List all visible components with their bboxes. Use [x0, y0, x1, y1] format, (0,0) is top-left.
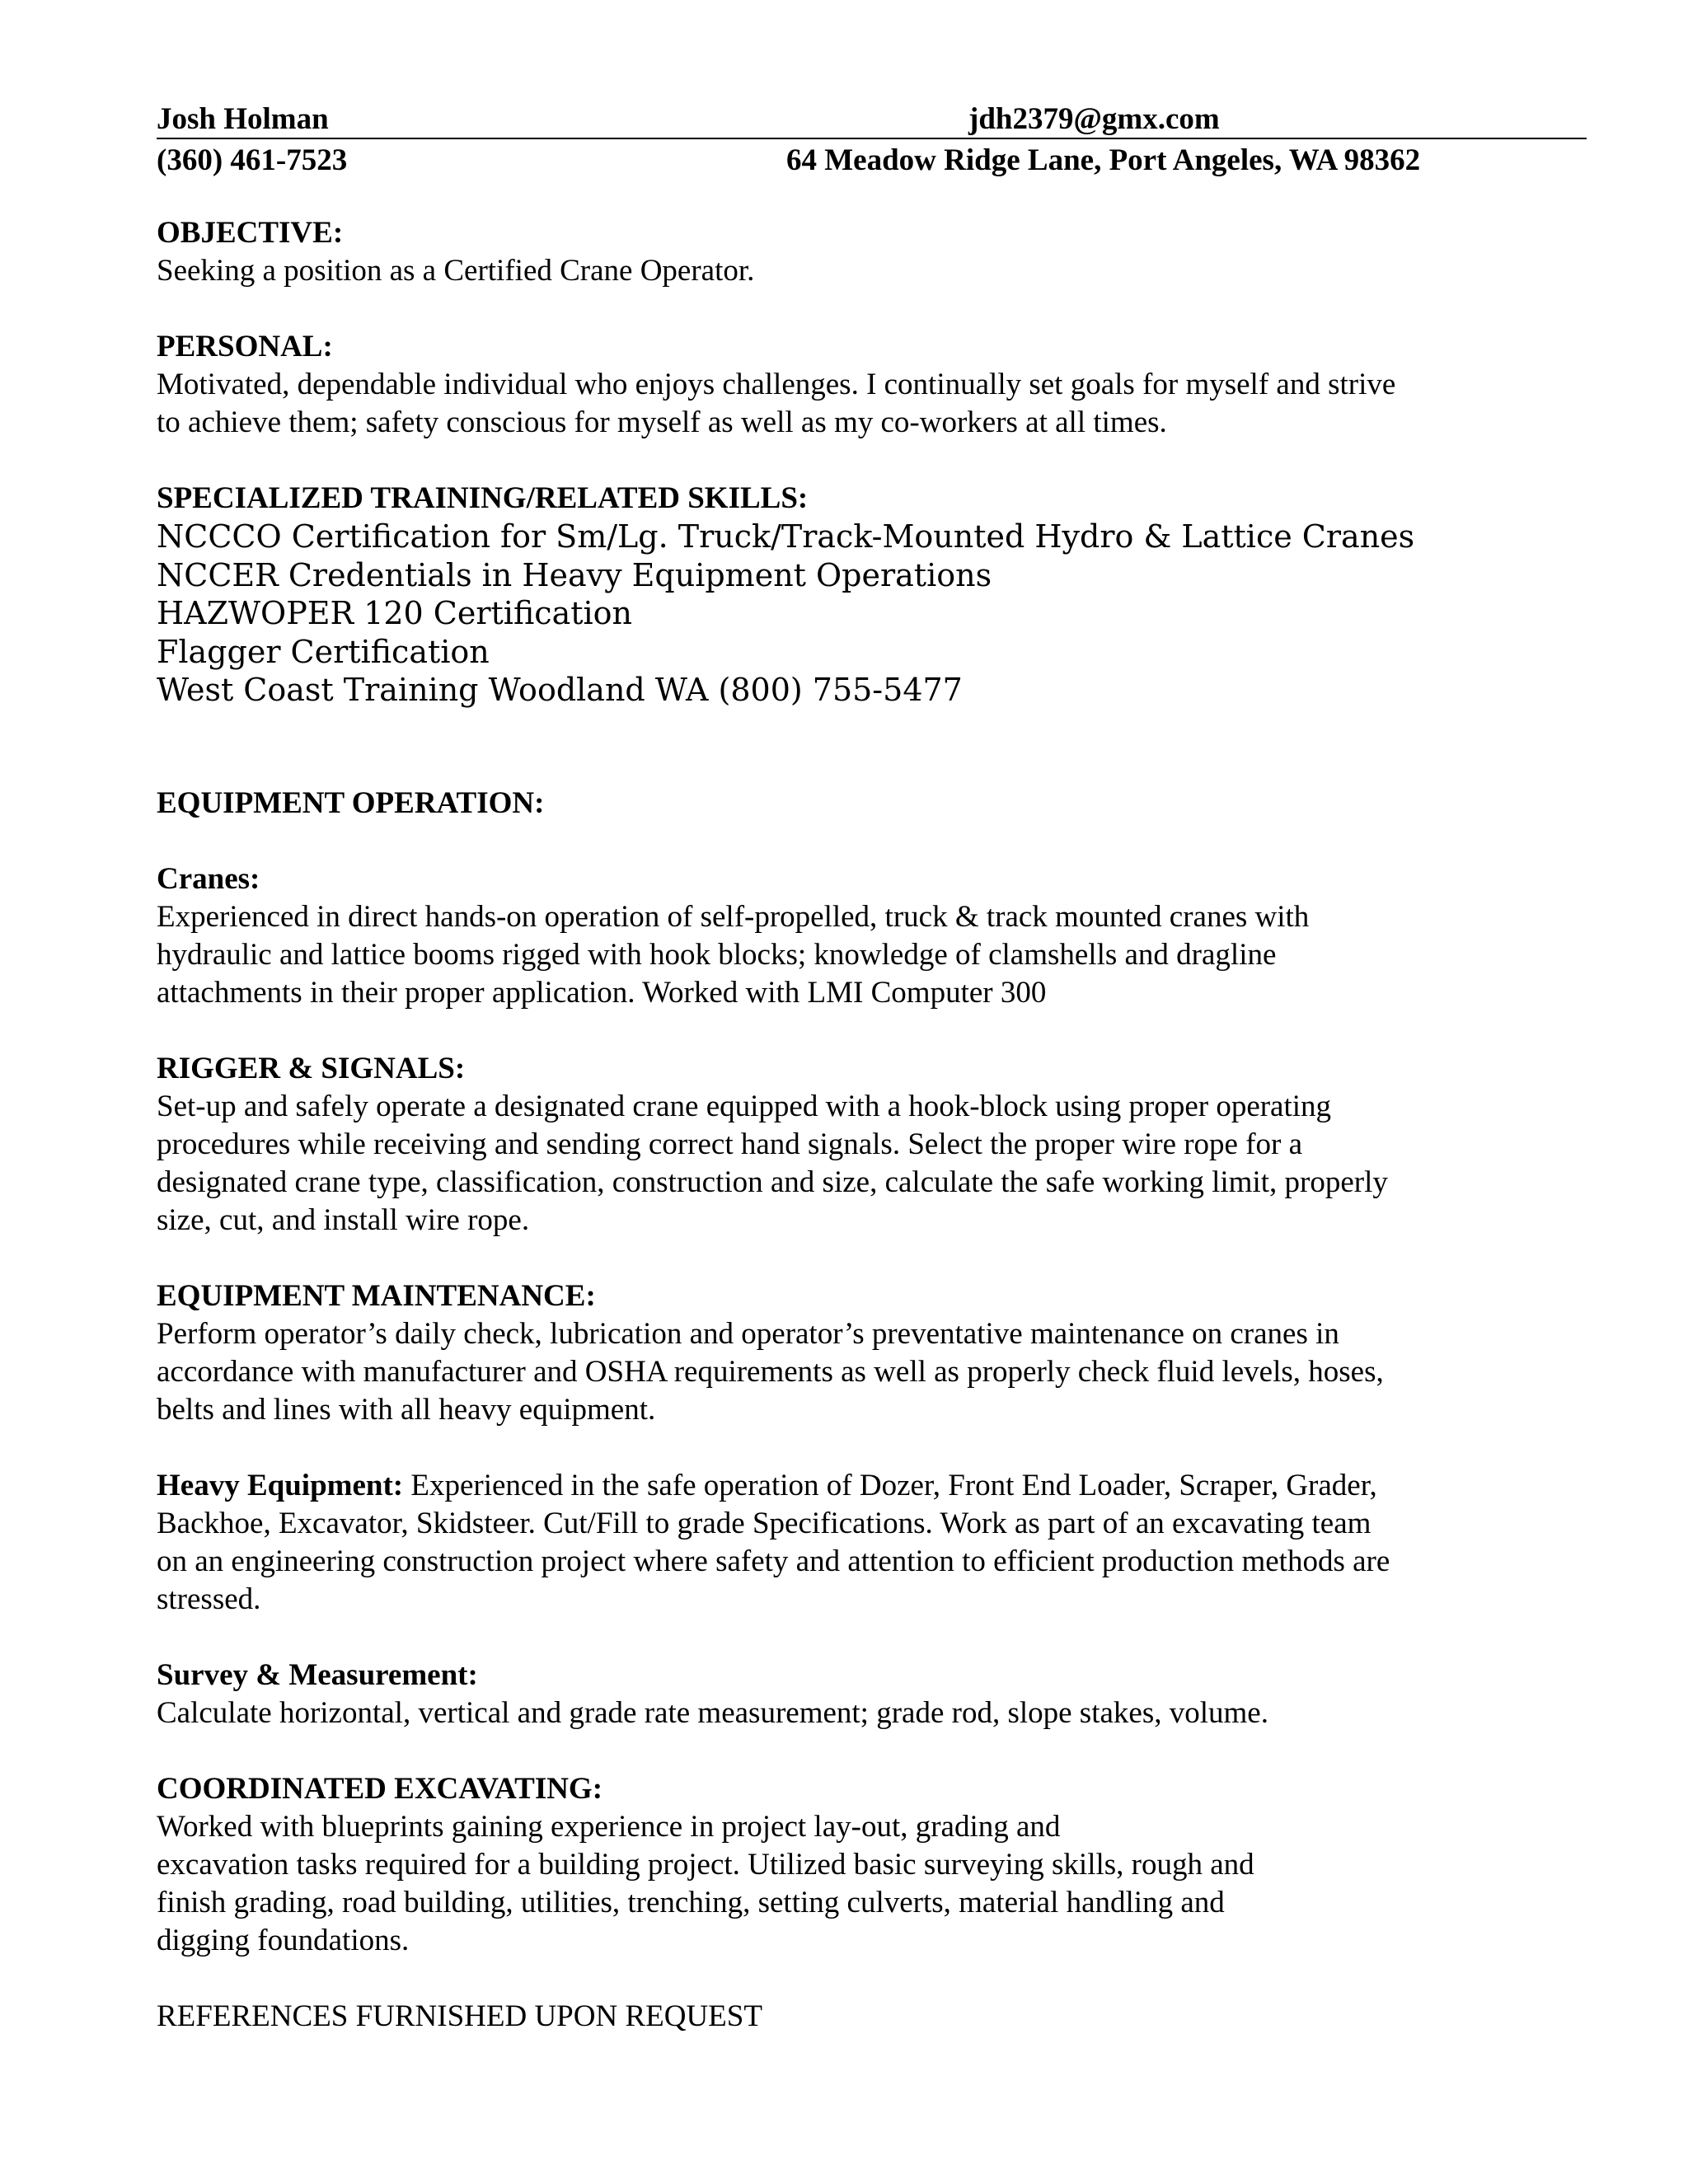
section-text — [157, 1315, 1607, 1429]
text-line: Perform operator’s daily check, lubrication and operator’s preventative maintenance on cranes in — [157, 1316, 1339, 1351]
text-line: Seeking a position as a Certified Crane Operator. — [157, 254, 755, 288]
section-heading: Cranes: — [157, 861, 260, 896]
applicant-email: jdh2379@gmx.com — [968, 102, 1220, 136]
text-line: Set-up and safely operate a designated crane equipped with a hook-block using proper operating — [157, 1089, 1332, 1123]
section-text — [157, 1694, 1607, 1732]
text-line: accordance with manufacturer and OSHA requirements as well as properly check fluid levels, hoses, — [157, 1354, 1384, 1389]
resume-body — [157, 214, 1607, 2036]
section-text — [157, 366, 1607, 442]
section-heading: RIGGER & SIGNALS: — [157, 1051, 466, 1085]
training-item: Flagger Certification — [157, 633, 490, 670]
text-line: Backhoe, Excavator, Skidsteer. Cut/Fill to grade Specifications. Work as part of an excavating team — [157, 1506, 1372, 1540]
text-line: belts and lines with all heavy equipment. — [157, 1392, 656, 1427]
text-line: to achieve them; safety conscious for myself as well as my co-workers at all times. — [157, 405, 1167, 439]
training-item: NCCCO Certification for Sm/Lg. Truck/Track-Mounted Hydro & Lattice Cranes — [157, 518, 1415, 555]
training-item: West Coast Training Woodland WA (800) 755-5477 — [157, 672, 963, 708]
text-line: Calculate horizontal, vertical and grade rate measurement; grade rod, slope stakes, volume. — [157, 1695, 1268, 1730]
applicant-name: Josh Holman — [157, 102, 329, 136]
references-note: REFERENCES FURNISHED UPON REQUEST — [157, 1999, 762, 2033]
training-item: NCCER Credentials in Heavy Equipment Operations — [157, 556, 992, 593]
section-text — [157, 1088, 1607, 1240]
personal-section — [157, 328, 1607, 442]
text-line: stressed. — [157, 1582, 261, 1616]
text-line: Experienced in direct hands-on operation of self-propelled, truck & track mounted cranes with — [157, 899, 1310, 934]
section-text — [157, 898, 1607, 1012]
rigger-signals-section — [157, 1050, 1607, 1240]
training-list — [157, 518, 1607, 710]
text-line: Worked with blueprints gaining experience in project lay-out, grading and — [157, 1809, 1061, 1844]
section-text — [157, 252, 1607, 290]
excavating-section — [157, 1770, 1607, 1960]
section-heading: SPECIALIZED TRAINING/RELATED SKILLS: — [157, 481, 809, 515]
section-heading: PERSONAL: — [157, 330, 333, 363]
equipment-operation-section — [157, 785, 1607, 823]
section-text — [157, 1808, 1607, 1960]
training-section — [157, 480, 1607, 710]
section-heading: Survey & Measurement: — [157, 1657, 478, 1692]
cranes-section — [157, 860, 1607, 1012]
heavy-equipment-section — [157, 1467, 1607, 1619]
section-heading: EQUIPMENT OPERATION: — [157, 785, 545, 820]
text-line — [157, 1467, 1607, 1505]
text-line: on an engineering construction project where safety and attention to efficient production methods are — [157, 1544, 1390, 1578]
header-divider — [157, 138, 1587, 139]
text-line: excavation tasks required for a building project. Utilized basic surveying skills, rough and — [157, 1847, 1254, 1882]
text-line: size, cut, and install wire rope. — [157, 1202, 530, 1237]
text-line: procedures while receiving and sending correct hand signals. Select the proper wire rope for a — [157, 1127, 1303, 1161]
survey-section — [157, 1657, 1607, 1732]
applicant-address: 64 Meadow Ridge Lane, Port Angeles, WA 98362 — [786, 143, 1421, 177]
text-line: attachments in their proper application. Worked with LMI Computer 300 — [157, 975, 1047, 1010]
maintenance-section — [157, 1277, 1607, 1429]
section-heading: OBJECTIVE: — [157, 216, 344, 250]
section-text — [157, 1467, 1607, 1619]
text-line: finish grading, road building, utilities, trenching, setting culverts, material handling and — [157, 1885, 1225, 1919]
section-heading: COORDINATED EXCAVATING: — [157, 1771, 603, 1806]
text-line: digging foundations. — [157, 1923, 410, 1957]
inline-text: Experienced in the safe operation of Dozer, Front End Loader, Scraper, Grader, — [403, 1468, 1377, 1502]
applicant-phone: (360) 461-7523 — [157, 143, 348, 177]
objective-section — [157, 214, 1607, 290]
section-heading: EQUIPMENT MAINTENANCE: — [157, 1278, 596, 1313]
text-line: Motivated, dependable individual who enjoys challenges. I continually set goals for myself and strive — [157, 368, 1396, 401]
text-line: hydraulic and lattice booms rigged with hook blocks; knowledge of clamshells and dragline — [157, 937, 1277, 972]
text-line: designated crane type, classification, construction and size, calculate the safe working limit, properly — [157, 1165, 1388, 1199]
inline-heading: Heavy Equipment: — [157, 1468, 404, 1502]
training-item: HAZWOPER 120 Certification — [157, 595, 633, 631]
